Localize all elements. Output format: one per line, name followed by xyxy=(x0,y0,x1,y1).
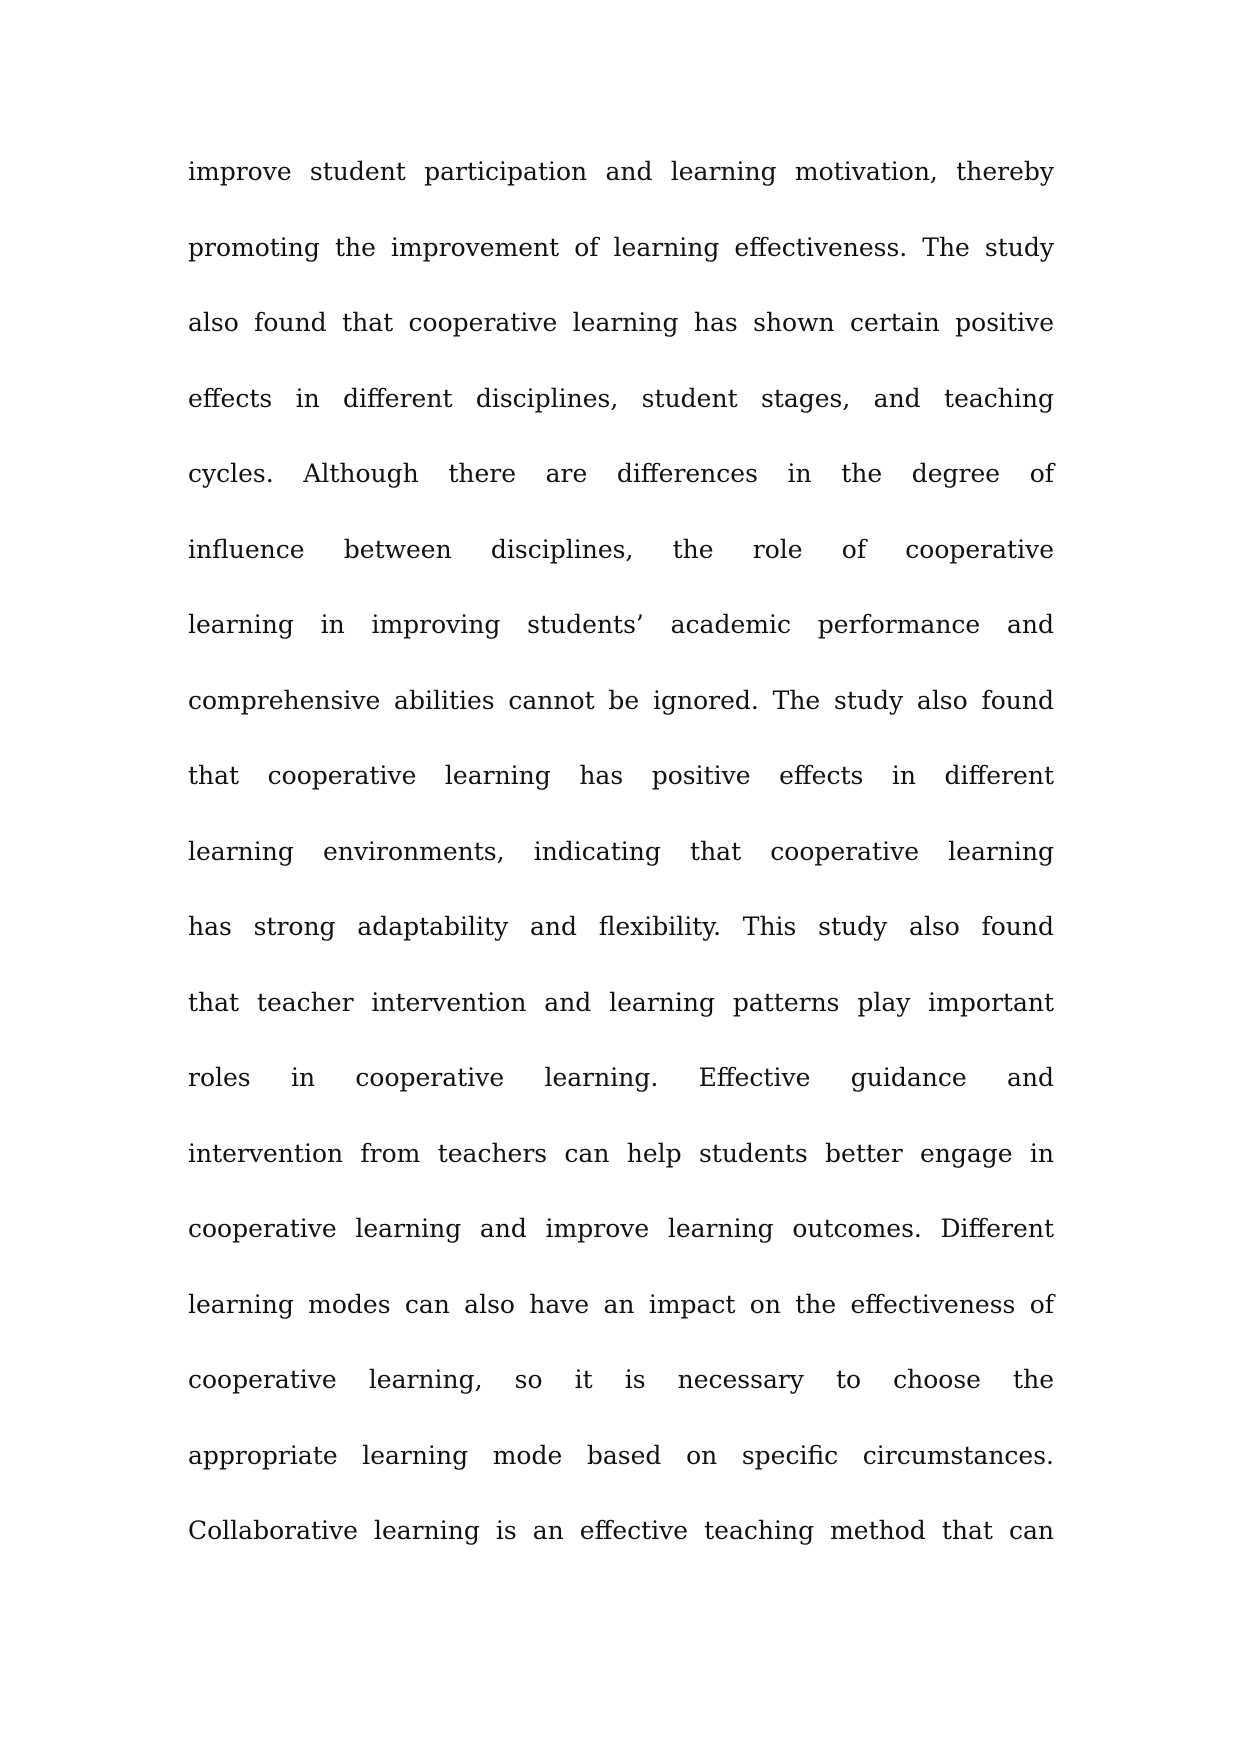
text-line: influence between disciplines, the role of cooperative xyxy=(188,534,1054,564)
text-line: intervention from teachers can help students better engage in xyxy=(188,1138,1054,1168)
text-line: learning modes can also have an impact on the effectiveness of xyxy=(188,1289,1054,1319)
text-line: also found that cooperative learning has shown certain positive xyxy=(188,308,1054,337)
text-line: promoting the improvement of learning effectiveness. The study xyxy=(188,232,1054,262)
text-line: has strong adaptability and flexibility. This study also found xyxy=(188,912,1054,941)
text-line: Collaborative learning is an effective teaching method that can xyxy=(188,1516,1054,1545)
text-line: improve student participation and learning motivation, thereby xyxy=(188,157,1054,186)
text-line: cycles. Although there are differences in the degree of xyxy=(188,459,1054,488)
text-line: learning environments, indicating that cooperative learning xyxy=(188,836,1054,866)
text-line: appropriate learning mode based on specific circumstances. xyxy=(188,1440,1054,1470)
text-line: roles in cooperative learning. Effective guidance and xyxy=(188,1063,1054,1092)
body-paragraph xyxy=(188,140,1054,1575)
text-line: that teacher intervention and learning patterns play important xyxy=(188,987,1054,1017)
text-line: comprehensive abilities cannot be ignored. The study also found xyxy=(188,685,1054,715)
text-line: that cooperative learning has positive effects in different xyxy=(188,761,1054,790)
text-line: cooperative learning and improve learning outcomes. Different xyxy=(188,1214,1054,1243)
text-line: learning in improving students’ academic performance and xyxy=(188,610,1054,639)
text-line: cooperative learning, so it is necessary to choose the xyxy=(188,1365,1054,1394)
text-line: effects in different disciplines, student stages, and teaching xyxy=(188,383,1054,413)
